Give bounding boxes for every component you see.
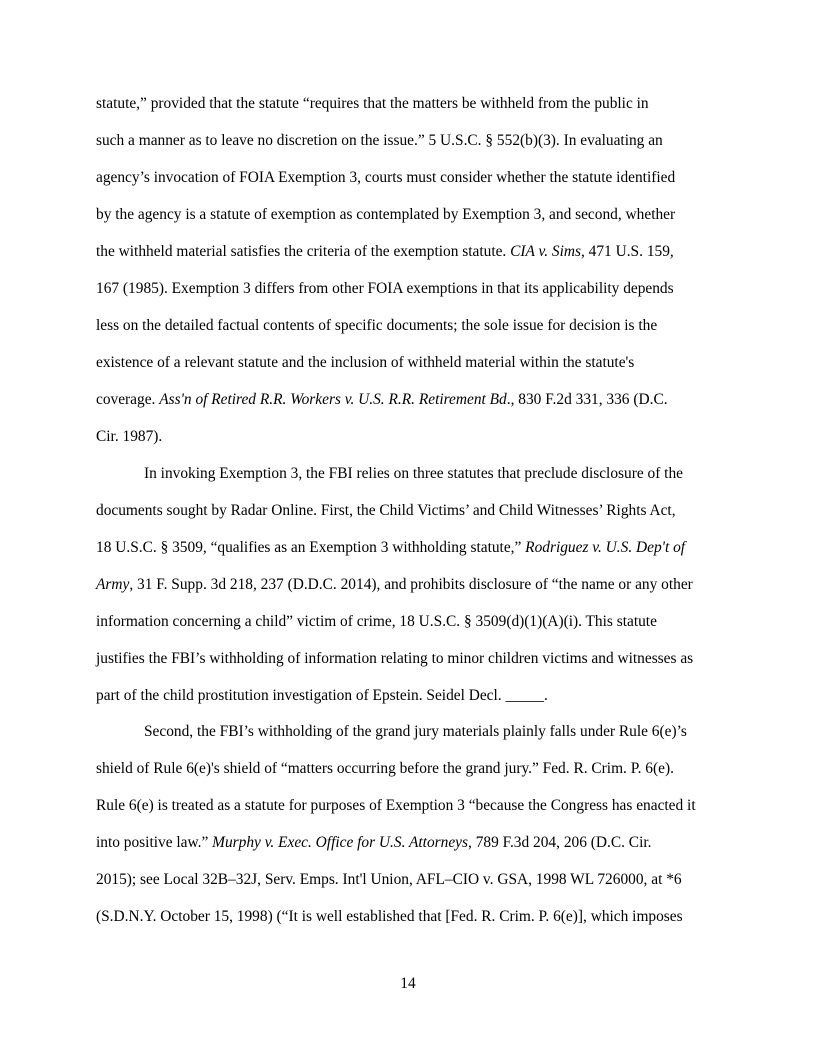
text-run: justifies the FBI’s withholding of information relating to minor children victims and witnesses as xyxy=(96,650,694,667)
text-line xyxy=(96,317,657,335)
text-run: In invoking Exemption 3, the FBI relies on three statutes that preclude disclosure of the xyxy=(144,465,683,482)
page-number: 14 xyxy=(400,975,416,992)
text-line xyxy=(96,391,668,409)
text-line xyxy=(144,723,687,741)
text-run: the withheld material satisfies the criteria of the exemption statute. xyxy=(96,243,511,260)
text-run: ., 830 F.2d 331, 336 (D.C. xyxy=(506,391,668,408)
text-run: Rule 6(e) is treated as a statute for purposes of Exemption 3 “because the Congress has enacted it xyxy=(96,797,696,814)
text-line xyxy=(96,132,663,150)
text-run: 167 (1985). Exemption 3 differs from other FOIA exemptions in that its applicability depends xyxy=(96,280,674,297)
text-run: coverage. xyxy=(96,391,160,408)
text-run: , 31 F. Supp. 3d 218, 237 (D.D.C. 2014), and prohibits disclosure of “the name or any other xyxy=(129,576,693,593)
text-line xyxy=(96,428,162,446)
text-line xyxy=(96,169,675,187)
text-run: by the agency is a statute of exemption as contemplated by Exemption 3, and second, whether xyxy=(96,206,676,223)
text-line xyxy=(96,280,674,298)
text-run: such a manner as to leave no discretion on the issue.” 5 U.S.C. § 552(b)(3). In evaluating an xyxy=(96,132,663,149)
text-run: into positive law.” xyxy=(96,834,213,851)
text-run: (S.D.N.Y. October 15, 1998) (“It is well established that [Fed. R. Crim. P. 6(e)], which imposes xyxy=(96,908,683,925)
text-line xyxy=(96,650,693,668)
text-line xyxy=(96,797,696,815)
text-run: statute,” provided that the statute “requires that the matters be withheld from the public in xyxy=(96,95,649,112)
text-run: part of the child prostitution investigation of Epstein. Seidel Decl. _____. xyxy=(96,687,548,704)
text-run: less on the detailed factual contents of specific documents; the sole issue for decision is the xyxy=(96,317,658,334)
text-run: information concerning a child” victim of crime, 18 U.S.C. § 3509(d)(1)(A)(i). This statute xyxy=(96,613,657,630)
case-citation: Murphy v. Exec. Office for U.S. Attorneys xyxy=(212,834,468,851)
text-run: 18 U.S.C. § 3509, “qualifies as an Exemption 3 withholding statute,” xyxy=(96,539,526,556)
text-run: Cir. 1987). xyxy=(96,428,163,445)
case-citation: CIA v. Sims xyxy=(510,243,581,260)
case-citation: Ass'n of Retired R.R. Workers v. U.S. R.R. Retirement Bd xyxy=(159,391,507,408)
text-line xyxy=(96,502,676,520)
text-line xyxy=(96,834,651,852)
text-line xyxy=(96,613,657,631)
text-line xyxy=(96,576,693,594)
text-run: 2015); see Local 32B–32J, Serv. Emps. Int'l Union, AFL–CIO v. GSA, 1998 WL 726000, at *6 xyxy=(96,871,682,888)
text-line xyxy=(96,871,682,889)
text-line xyxy=(96,95,649,113)
text-run: , 789 F.3d 204, 206 (D.C. Cir. xyxy=(468,834,652,851)
text-run: , 471 U.S. 159, xyxy=(580,243,674,260)
text-line xyxy=(96,760,674,778)
text-line xyxy=(96,539,685,557)
text-run: shield of Rule 6(e)'s shield of “matters occurring before the grand jury.” Fed. R. Crim. P. 6(e). xyxy=(96,760,674,777)
text-line xyxy=(96,908,683,926)
text-run: Second, the FBI’s withholding of the grand jury materials plainly falls under Rule 6(e)’s xyxy=(144,723,687,740)
text-line xyxy=(96,354,634,372)
text-line xyxy=(96,687,548,705)
text-run: documents sought by Radar Online. First, the Child Victims’ and Child Witnesses’ Rights Act, xyxy=(96,502,676,519)
case-citation: Rodriguez v. U.S. Dep't of xyxy=(525,539,686,556)
text-run: agency’s invocation of FOIA Exemption 3, courts must consider whether the statute identified xyxy=(96,169,676,186)
text-line xyxy=(96,206,675,224)
text-run: existence of a relevant statute and the inclusion of withheld material within the statute's xyxy=(96,354,635,371)
text-line xyxy=(96,243,674,261)
case-citation: Army xyxy=(96,576,130,593)
text-line xyxy=(144,465,683,483)
